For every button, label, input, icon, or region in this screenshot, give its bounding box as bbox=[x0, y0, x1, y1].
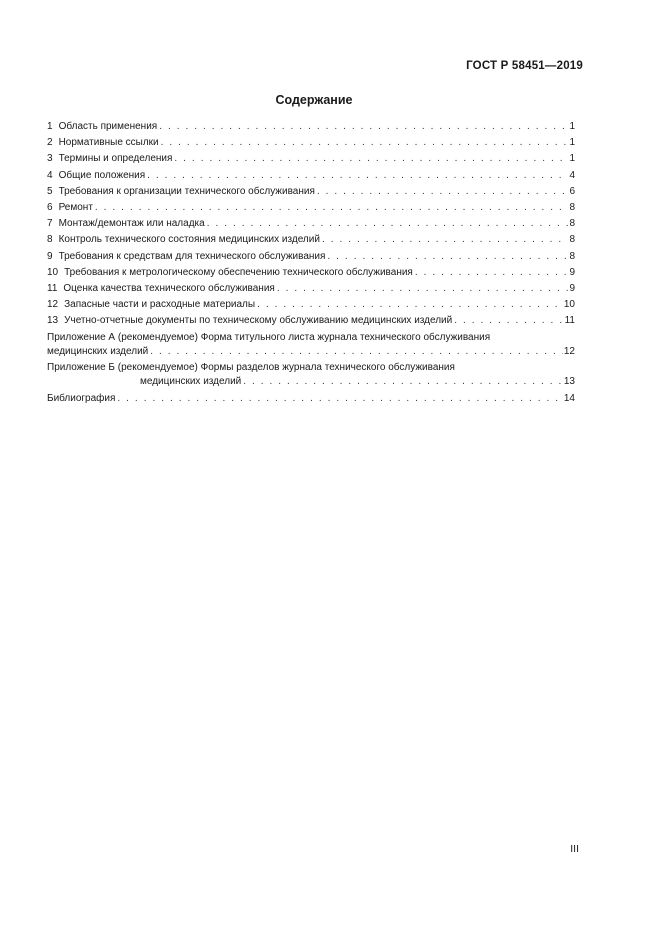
toc-appendix-b[interactable] bbox=[47, 361, 575, 389]
toc-dot-leader bbox=[174, 151, 568, 167]
toc-entry-page: 10 bbox=[563, 299, 575, 311]
toc-entry-5[interactable] bbox=[47, 184, 575, 200]
toc-entry-number: 7 bbox=[47, 218, 53, 230]
toc-entry-page: 11 bbox=[564, 315, 575, 327]
toc-entry-title: Нормативные ссылки bbox=[58, 137, 159, 149]
toc-appendix-title-cont: медицинских изделий bbox=[140, 376, 242, 388]
toc-entry-13[interactable] bbox=[47, 313, 575, 329]
toc-entry-9[interactable] bbox=[47, 249, 575, 265]
toc-entry-title: Требования к организации технического обслуживания bbox=[58, 185, 315, 197]
toc-entry-page: 12 bbox=[563, 346, 575, 358]
toc-entry-page: 8 bbox=[569, 201, 575, 213]
toc-entry-page: 8 bbox=[569, 234, 575, 246]
toc-entry-page: 6 bbox=[569, 185, 575, 197]
toc-entry-page: 9 bbox=[569, 282, 575, 294]
toc-entry-title: Учетно-отчетные документы по техническому обслуживанию медицинских изделий bbox=[64, 315, 453, 327]
toc-entry-page: 8 bbox=[569, 218, 575, 230]
toc-dot-leader bbox=[207, 216, 569, 232]
toc-entry-page: 1 bbox=[569, 137, 575, 149]
table-of-contents bbox=[47, 119, 575, 408]
toc-entry-number: 5 bbox=[47, 185, 53, 197]
toc-entry-6[interactable] bbox=[47, 200, 575, 216]
toc-dot-leader bbox=[147, 168, 568, 184]
toc-entry-page: 13 bbox=[563, 376, 575, 388]
toc-entry-11[interactable] bbox=[47, 281, 575, 297]
toc-dot-leader bbox=[161, 135, 569, 151]
toc-entry-title: Требования к метрологическому обеспечению технического обслуживания bbox=[64, 266, 413, 278]
toc-dot-leader bbox=[415, 265, 569, 281]
toc-title: Содержание bbox=[275, 93, 353, 107]
toc-dot-leader bbox=[454, 313, 563, 329]
toc-entry-4[interactable] bbox=[47, 168, 575, 184]
toc-dot-leader bbox=[317, 184, 569, 200]
toc-entry-page: 4 bbox=[569, 169, 575, 181]
toc-entry-number: 6 bbox=[47, 201, 53, 213]
toc-entry-1[interactable] bbox=[47, 119, 575, 135]
toc-entry-title: Ремонт bbox=[58, 201, 93, 213]
toc-dot-leader bbox=[159, 119, 568, 135]
toc-entry-7[interactable] bbox=[47, 216, 575, 232]
toc-entry-title: Библиография bbox=[47, 393, 116, 405]
toc-entry-3[interactable] bbox=[47, 151, 575, 167]
toc-entry-title: Оценка качества технического обслуживания bbox=[63, 282, 275, 294]
toc-entry-title: Запасные части и расходные материалы bbox=[64, 299, 256, 311]
toc-dot-leader bbox=[243, 375, 563, 389]
toc-entry-page: 1 bbox=[569, 153, 575, 165]
toc-dot-leader bbox=[117, 391, 562, 407]
toc-appendix-a[interactable] bbox=[47, 331, 575, 359]
page-number: III bbox=[570, 843, 579, 855]
toc-dot-leader bbox=[150, 345, 563, 359]
toc-entry-title: Общие положения bbox=[58, 169, 146, 181]
toc-entry-number: 12 bbox=[47, 299, 59, 311]
toc-dot-leader bbox=[277, 281, 569, 297]
toc-entry-number: 13 bbox=[47, 315, 59, 327]
toc-entry-title: Требования к средствам для технического обслуживания bbox=[58, 250, 326, 262]
document-code: ГОСТ Р 58451—2019 bbox=[466, 60, 583, 72]
toc-bibliography[interactable] bbox=[47, 391, 575, 407]
toc-appendix-title: Приложение А (рекомендуемое) Форма титульного листа журнала технического обслуживания bbox=[47, 332, 491, 344]
toc-dot-leader bbox=[322, 232, 568, 248]
toc-entry-2[interactable] bbox=[47, 135, 575, 151]
toc-entry-page: 8 bbox=[569, 250, 575, 262]
toc-appendix-title: Приложение Б (рекомендуемое) Формы разделов журнала технического обслуживания bbox=[47, 362, 455, 374]
toc-entry-8[interactable] bbox=[47, 232, 575, 248]
toc-entry-title: Термины и определения bbox=[58, 153, 173, 165]
toc-entry-page: 9 bbox=[569, 266, 575, 278]
toc-entry-number: 11 bbox=[47, 282, 58, 294]
toc-entry-number: 2 bbox=[47, 137, 53, 149]
toc-dot-leader bbox=[95, 200, 569, 216]
toc-entry-title: Область применения bbox=[58, 121, 158, 132]
toc-entry-page: 1 bbox=[569, 121, 575, 132]
toc-entry-number: 8 bbox=[47, 234, 53, 246]
toc-entry-page: 14 bbox=[563, 393, 575, 405]
toc-dot-leader bbox=[327, 249, 568, 265]
toc-entry-number: 1 bbox=[47, 121, 53, 132]
toc-appendix-title-cont: медицинских изделий bbox=[47, 346, 149, 358]
toc-dot-leader bbox=[257, 297, 563, 313]
toc-entry-12[interactable] bbox=[47, 297, 575, 313]
toc-entry-number: 4 bbox=[47, 169, 53, 181]
toc-entry-title: Контроль технического состояния медицинских изделий bbox=[58, 234, 320, 246]
toc-entry-10[interactable] bbox=[47, 265, 575, 281]
toc-entry-number: 3 bbox=[47, 153, 53, 165]
toc-entry-title: Монтаж/демонтаж или наладка bbox=[58, 218, 205, 230]
toc-entry-number: 9 bbox=[47, 250, 53, 262]
toc-entry-number: 10 bbox=[47, 266, 59, 278]
